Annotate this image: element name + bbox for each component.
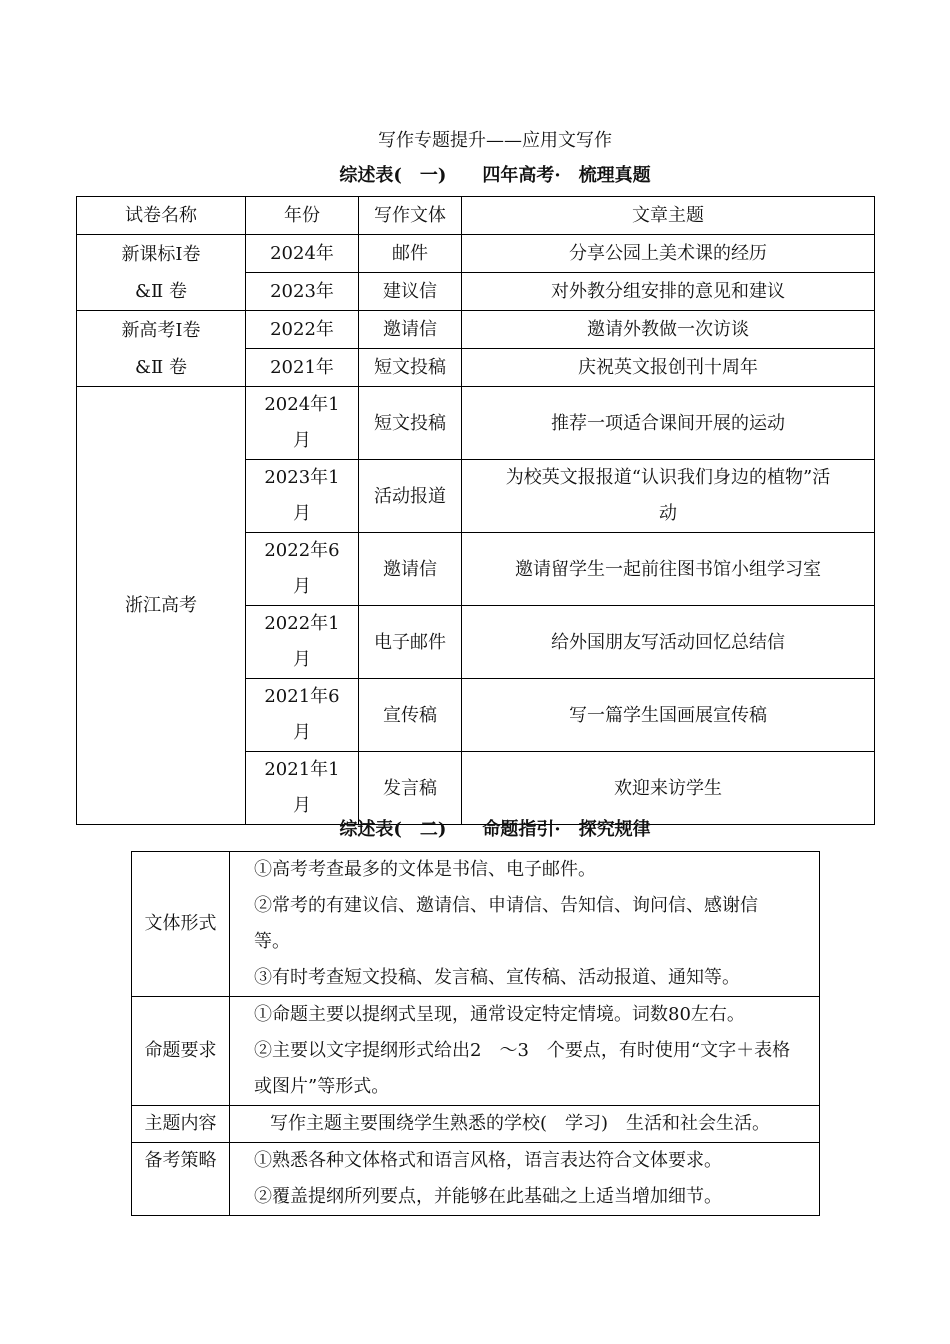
year-line: 月 (293, 722, 311, 743)
table-row (132, 1106, 820, 1143)
topic-cell: 分享公园上美术课的经历 (462, 235, 875, 273)
section-title-2: 综述表( 二) 命题指引· 探究规律 (339, 819, 651, 840)
exam-name-line: 新高考Ⅰ卷 (121, 319, 201, 341)
row-label: 备考策略 (132, 1143, 230, 1216)
genre-cell: 建议信 (359, 273, 462, 311)
topic-cell (462, 460, 875, 533)
topic-line: 动 (659, 503, 677, 524)
content-line: ③有时考查短文投稿、发言稿、宣传稿、活动报道、通知等。 (254, 967, 740, 988)
year-cell (246, 460, 359, 533)
year-line: 月 (293, 795, 311, 816)
year-line: 月 (293, 503, 311, 524)
genre-cell: 邮件 (359, 235, 462, 273)
year-cell: 2024年 (246, 235, 359, 273)
table-row (77, 311, 875, 349)
row-content (230, 852, 820, 997)
exam-summary-table (76, 196, 875, 825)
year-cell: 2021年 (246, 349, 359, 387)
year-cell (246, 606, 359, 679)
topic-line: 为校英文报报道“认识我们身边的植物”活 (505, 467, 831, 488)
topic-cell: 推荐一项适合课间开展的运动 (462, 387, 875, 460)
content-line: ①命题主要以提纲式呈现，通常设定特定情境。词数80左右。 (254, 1004, 745, 1025)
genre-cell: 短文投稿 (359, 387, 462, 460)
year-line: 2021年1 (264, 759, 340, 780)
table-row (77, 235, 875, 273)
genre-cell: 邀请信 (359, 311, 462, 349)
exam-name-cell (77, 311, 246, 387)
row-label: 文体形式 (132, 852, 230, 997)
topic-cell: 邀请留学生一起前往图书馆小组学习室 (462, 533, 875, 606)
row-content (230, 997, 820, 1106)
row-label: 主题内容 (132, 1106, 230, 1143)
table-row (132, 1143, 820, 1216)
topic-cell: 对外教分组安排的意见和建议 (462, 273, 875, 311)
year-line: 月 (293, 649, 311, 670)
exam-name-line: &Ⅱ 卷 (135, 356, 187, 378)
year-line: 2021年6 (264, 686, 340, 707)
content-line: ①熟悉各种文体格式和语言风格，语言表达符合文体要求。 (254, 1150, 722, 1171)
topic-cell: 欢迎来访学生 (462, 752, 875, 825)
header-year: 年份 (246, 197, 359, 235)
table-header-row (77, 197, 875, 235)
topic-cell: 给外国朋友写活动回忆总结信 (462, 606, 875, 679)
table-row (77, 387, 875, 460)
topic-cell: 邀请外教做一次访谈 (462, 311, 875, 349)
topic-cell: 写一篇学生国画展宣传稿 (462, 679, 875, 752)
content-line: 或图片”等形式。 (254, 1076, 390, 1097)
year-line: 2023年1 (264, 467, 340, 488)
year-cell (246, 387, 359, 460)
genre-cell: 邀请信 (359, 533, 462, 606)
content-line: ②覆盖提纲所列要点，并能够在此基础之上适当增加细节。 (254, 1186, 722, 1207)
exam-name-line: &Ⅱ 卷 (135, 280, 187, 302)
document-title: 写作专题提升——应用文写作 (378, 130, 612, 151)
content-line: ②常考的有建议信、邀请信、申请信、告知信、询问信、感谢信 (254, 895, 758, 916)
table-row (132, 852, 820, 997)
exam-name-cell: 浙江高考 (77, 387, 246, 825)
year-line: 月 (293, 430, 311, 451)
header-topic: 文章主题 (462, 197, 875, 235)
header-exam: 试卷名称 (77, 197, 246, 235)
table-row (132, 997, 820, 1106)
genre-cell: 电子邮件 (359, 606, 462, 679)
year-cell (246, 679, 359, 752)
year-line: 2024年1 (264, 394, 340, 415)
content-line: 等。 (254, 931, 290, 952)
year-cell (246, 752, 359, 825)
content-line: 写作主题主要围绕学生熟悉的学校( 学习) 生活和社会生活。 (270, 1113, 771, 1134)
content-line: ②主要以文字提纲形式给出2 ～3 个要点，有时使用“文字＋表格 (254, 1040, 791, 1061)
year-line: 月 (293, 576, 311, 597)
row-label: 命题要求 (132, 997, 230, 1106)
year-cell (246, 533, 359, 606)
exam-name-line: 新课标Ⅰ卷 (121, 243, 201, 265)
genre-cell: 发言稿 (359, 752, 462, 825)
year-line: 2022年1 (264, 613, 340, 634)
guidance-table (131, 851, 820, 1216)
genre-cell: 宣传稿 (359, 679, 462, 752)
content-line: ①高考考查最多的文体是书信、电子邮件。 (254, 859, 596, 880)
exam-name-cell (77, 235, 246, 311)
topic-cell: 庆祝英文报创刊十周年 (462, 349, 875, 387)
year-cell: 2022年 (246, 311, 359, 349)
row-content (230, 1106, 820, 1143)
year-line: 2022年6 (264, 540, 340, 561)
genre-cell: 短文投稿 (359, 349, 462, 387)
row-content (230, 1143, 820, 1216)
year-cell: 2023年 (246, 273, 359, 311)
header-genre: 写作文体 (359, 197, 462, 235)
genre-cell: 活动报道 (359, 460, 462, 533)
section-title-1: 综述表( 一) 四年高考· 梳理真题 (339, 165, 651, 186)
